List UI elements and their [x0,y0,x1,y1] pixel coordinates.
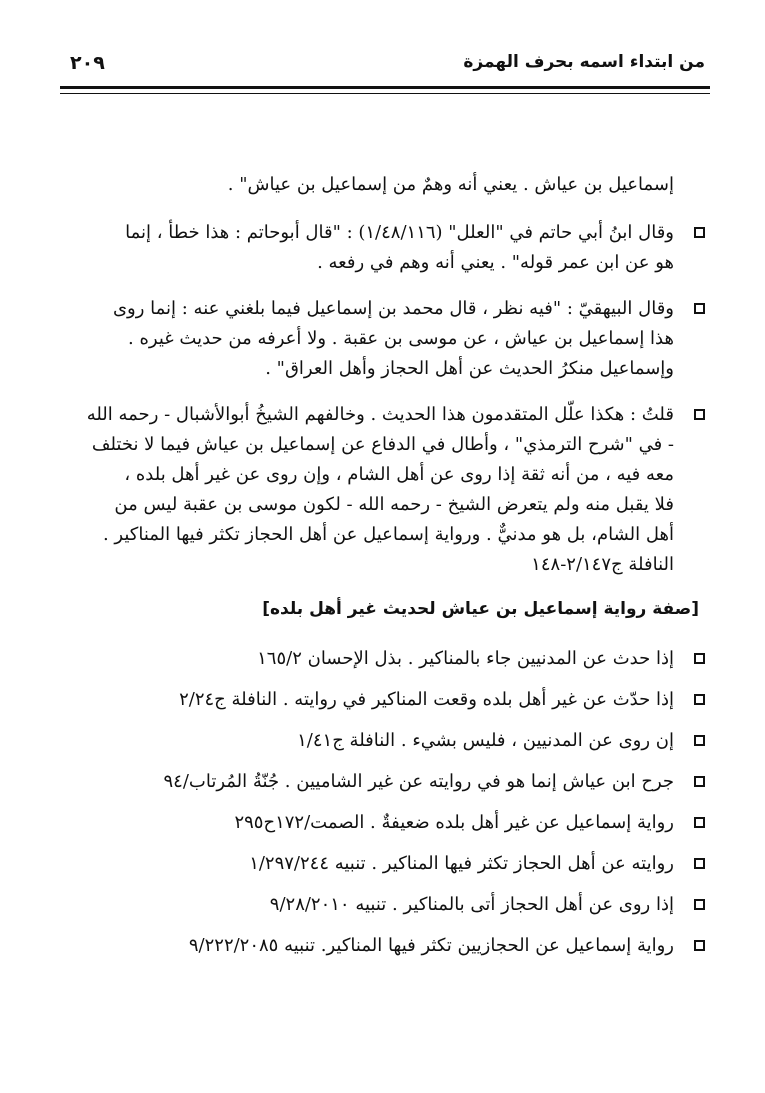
list-item [62,769,707,795]
citation-list [62,646,707,959]
checkbox-bullet-icon [694,899,705,910]
list-item-text: إذا حدث عن المدنيين جاء بالمناكير . بذل الإحسان ١٦٥/٢ [257,648,674,669]
list-item-text: إذا روى عن أهل الحجاز أتى بالمناكير . تنبيه ٩/٢٨/٢٠١٠ [269,894,674,915]
bullet-paragraph-abi-hatim [62,218,707,278]
paragraph-line: - في "شرح الترمذي" ، وأطال في الدفاع عن إسماعيل بن عياش فيما لا نختلف [91,434,674,455]
paragraph-line: وقال ابنُ أبي حاتم في "العلل" (١/٤٨/١١٦) : "قال أبوحاتم : هذا خطأ ، إنما [125,222,674,243]
checkbox-bullet-icon [694,409,705,420]
running-title: من ابتداء اسمه بحرف الهمزة [463,52,705,72]
paragraph-line: هذا إسماعيل بن عياش ، عن موسى بن عقبة . ولا أعرفه من حديث غيره . [128,328,674,349]
checkbox-bullet-icon [694,653,705,664]
header-rule-thin [60,93,710,94]
header-rule-thick [60,86,710,89]
paragraph-line: وقال البيهقيّ : "فيه نظر ، قال محمد بن إسماعيل فيما بلغني عنه : إنما روى [112,298,674,319]
checkbox-bullet-icon [694,227,705,238]
list-item-text: إن روى عن المدنيين ، فليس بشيء . النافلة ج١/٤١ [297,730,674,751]
page-header [60,52,705,82]
list-item-text: جرح ابن عياش إنما هو في روايته عن غير الشاميين . جُنّةُ المُرتاب/٩٤ [163,771,674,792]
paragraph-line: فلا يقبل منه ولم يتعرض الشيخ - رحمه الله - لكون موسى بن عقبة ليس من [114,494,674,515]
bullet-paragraph-qultu [62,400,707,580]
checkbox-bullet-icon [694,694,705,705]
checkbox-bullet-icon [694,940,705,951]
list-item-text: روايته عن أهل الحجاز تكثر فيها المناكير . تنبيه ١/٢٩٧/٢٤٤ [249,853,674,874]
page-body [62,170,707,974]
list-item [62,687,707,713]
list-item-text: إذا حدّث عن غير أهل بلده وقعت المناكير في روايته . النافلة ج٢/٢٤ [179,689,674,710]
paragraph-line: معه فيه ، من أنه ثقة إذا روى عن أهل الشام ، وإن روى عن غير أهل بلده ، [124,464,674,485]
paragraph-line: قلتُ : هكذا علّل المتقدمون هذا الحديث . وخالفهم الشيخُ أبوالأشبال - رحمه الله [86,404,674,425]
list-item [62,810,707,836]
continuation-line: إسماعيل بن عياش . يعني أنه وهمٌ من إسماعيل بن عياش" . [227,174,674,195]
list-item [62,851,707,877]
list-item [62,933,707,959]
checkbox-bullet-icon [694,303,705,314]
checkbox-bullet-icon [694,776,705,787]
list-item [62,646,707,672]
paragraph-line: هو عن ابن عمر قوله" . يعني أنه وهم في رفعه . [317,252,674,273]
paragraph-line: أهل الشام، بل هو مدنيٌّ . ورواية إسماعيل عن أهل الحجاز تكثر فيها المناكير . [102,524,674,545]
paragraph-line: وإسماعيل منكرُ الحديث عن أهل الحجاز وأهل العراق" . [265,358,674,379]
section-heading: [صفة رواية إسماعيل بن عياش لحديث غير أهل بلده] [262,599,699,619]
bullet-paragraph-bayhaqi [62,294,707,384]
list-item [62,892,707,918]
list-item [62,728,707,754]
list-item-text: رواية إسماعيل عن غير أهل بلده ضعيفةٌ . الصمت/١٧٢ح٢٩٥ [234,812,674,833]
list-item-text: رواية إسماعيل عن الحجازيين تكثر فيها المناكير. تنبيه ٩/٢٢٢/٢٠٨٥ [188,935,674,956]
checkbox-bullet-icon [694,817,705,828]
paragraph-line: النافلة ج٢/١٤٧-١٤٨ [531,554,674,575]
checkbox-bullet-icon [694,735,705,746]
page-number: ٢٠٩ [70,52,105,74]
checkbox-bullet-icon [694,858,705,869]
